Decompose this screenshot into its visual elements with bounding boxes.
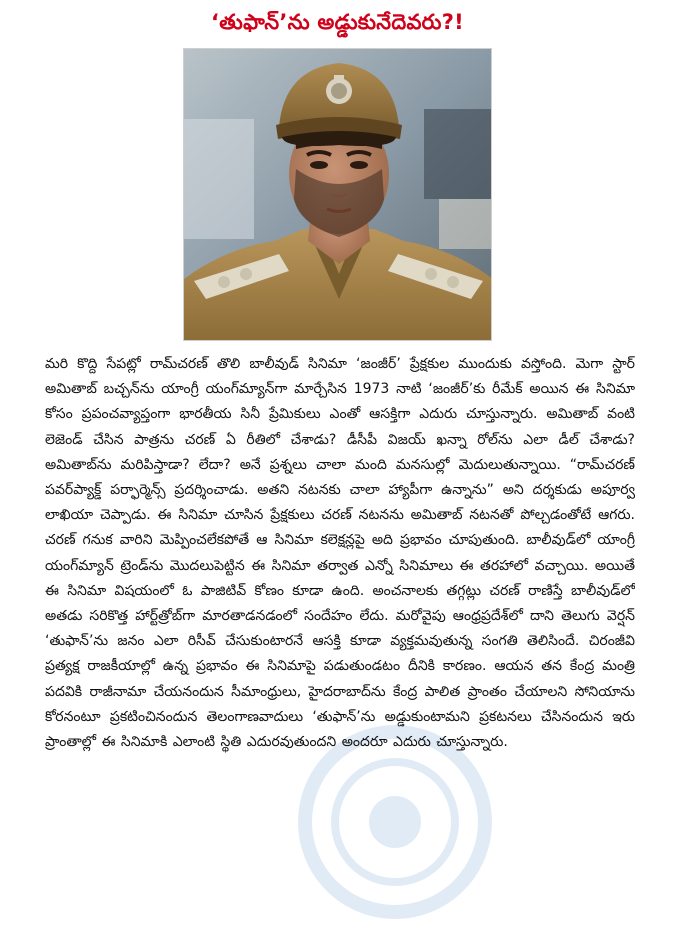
article-paragraph: మరి కొద్ది సేపట్లో రామ్‌చరణ్ తొలి బాలీవుడ్ సినిమా ‘జంజీర్’ ప్రేక్షకుల ముందుకు వస్తోంది. మెగా స్టార్ అమితాబ్ బచ్చన్‌ను యాంగ్రీ యంగ్‌మ్యాన్‌గా మార్చేసిన 1973 నాటి ‘జంజీర్’కు రీమేక్ అయిన ఈ సినిమా కోసం ప్రపంచవ్యాప్తంగా భారతీయ సినీ ప్రేమికులు ఎంతో ఆసక్తిగా ఎదురు చూస్తున్నారు. అమితాబ్ వంటి లెజెండ్ చేసిన పాత్రను చరణ్ ఏ రీతిలో చేశాడు? డీసీపీ విజయ్ ఖన్నా రోల్‌ను ఎలా డీల్ చేశాడు? అమితాబ్‌ను మరిపిస్తాడా? లేదా? అనే ప్రశ్నలు చాలా మంది మనసుల్లో మెదులుతున్నాయి. “రామ్‌చరణ్ పవర్‌ప్యాక్డ్ పర్ఫార్మెన్స్ ప్రదర్శించాడు. అతని నటనకు చాలా హ్యాపీగా ఉన్నాను” అని దర్శకుడు అపూర్వ లాఖియా చెప్పాడు. ఈ సినిమా చూసిన ప్రేక్షకులు చరణ్ నటనను అమితాబ్ నటనతో పోల్చడంతోటే ఆగరు. చరణ్ గనుక వారిని మెప్పించలేకపోతే ఆ సినిమా కలెక్షన్లపై అది ప్రభావం చూపుతుంది. బాలీవుడ్‌లో యాంగ్రీ యంగ్‌మ్యాన్ ట్రెండ్‌ను మొదలుపెట్టిన ఈ సినిమా తర్వాత ఎన్నో సినిమాలు ఈ తరహాలో వచ్చాయి. అయితే ఈ సినిమా విషయంలో ఓ పాజిటివ్ కోణం కూడా ఉంది. అంచనాలకు తగ్గట్లు చరణ్ రాణిస్తే బాలీవుడ్‌లో అతడు సరికొత్త హార్ట్‌త్రోబ్‌గా మారతాడనడంలో సందేహం లేదు. మరోవైపు ఆంధ్రప్రదేశ్‌లో దాని తెలుగు వెర్షన్ ‘తుఫాన్’ను జనం ఎలా రిసీవ్ చేసుకుంటారనే ఆసక్తి కూడా వ్యక్తమవుతున్న సంగతి తెలిసిందే. చిరంజీవి ప్రత్యక్ష రాజకీయాల్లో ఉన్న ప్రభావం ఈ సినిమాపై పడుతుండటం దీనికి కారణం. ఆయన తన కేంద్ర మంత్రి పదవికి రాజీనామా చేయనందున సీమాంధ్రులు, హైదరాబాద్‌ను కేంద్ర పాలిత ప్రాంతం చేయాలని సోనియాను కోరనంటూ ప్రకటించినందున తెలంగాణవాదులు ‘తుఫాన్’ను అడ్డుకుంటామని ప్రకటనలు చేసినందున ఇరు ప్రాంతాల్లో ఈ సినిమాకి ఎలాంటి స్థితి ఎదురవుతుందని అందరూ ఎదురు చూస్తున్నారు. <box>45 356 635 751</box>
article-body <box>45 352 635 942</box>
article-photo <box>183 48 492 341</box>
actor-portrait-image <box>184 49 492 341</box>
article-headline: ‘తుఫాన్’ను అడ్డుకునేదెవరు?! <box>210 10 465 34</box>
